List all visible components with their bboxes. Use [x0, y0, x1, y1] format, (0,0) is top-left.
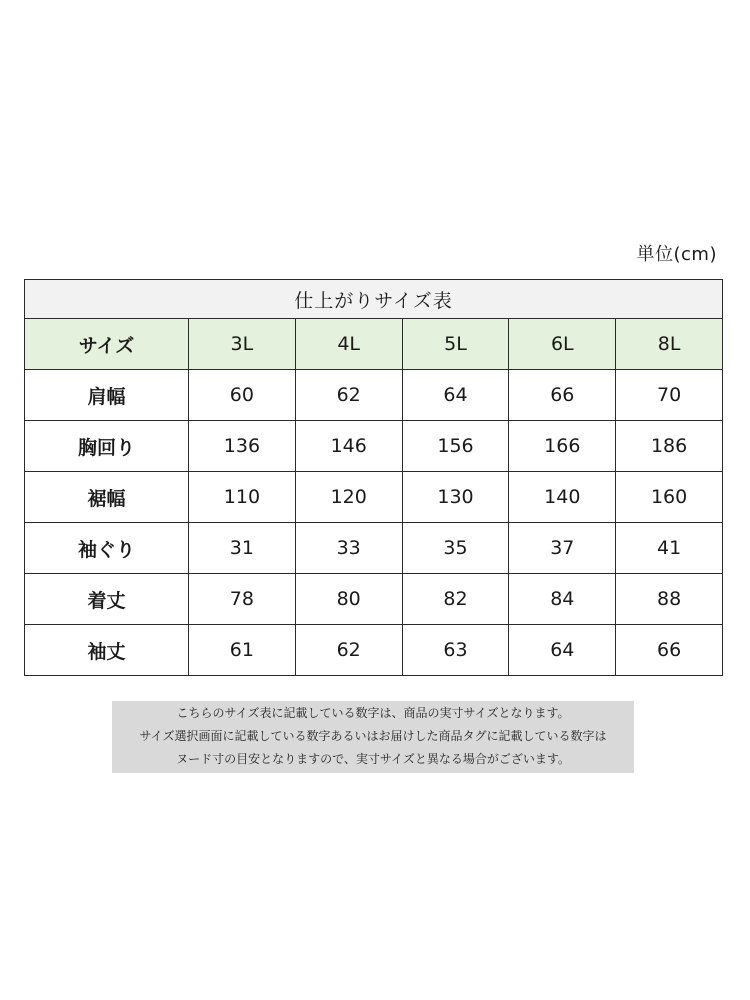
table-cell: 62 [295, 625, 402, 676]
table-row [25, 421, 723, 472]
header-size-3l: 3L [189, 319, 296, 370]
table-cell: 156 [402, 421, 509, 472]
header-size-4l: 4L [295, 319, 402, 370]
table-cell: 110 [189, 472, 296, 523]
note-line: こちらのサイズ表に記載している数字は、商品の実寸サイズとなります。 [176, 706, 570, 720]
table-cell: 64 [402, 370, 509, 421]
table-row [25, 625, 723, 676]
table-cell: 60 [189, 370, 296, 421]
table-row [25, 574, 723, 625]
size-note-box [112, 701, 634, 773]
row-label-shoulder: 肩幅 [25, 370, 189, 421]
row-label-hem: 裾幅 [25, 472, 189, 523]
table-cell: 78 [189, 574, 296, 625]
note-line: ヌード寸の目安となりますので、実寸サイズと異なる場合がございます。 [176, 752, 570, 766]
table-cell: 66 [616, 625, 723, 676]
header-size-6l: 6L [509, 319, 616, 370]
table-cell: 64 [509, 625, 616, 676]
header-size-label: サイズ [25, 319, 189, 370]
table-cell: 63 [402, 625, 509, 676]
table-title-row [25, 280, 723, 319]
table-cell: 31 [189, 523, 296, 574]
table-cell: 166 [509, 421, 616, 472]
table-cell: 70 [616, 370, 723, 421]
table-cell: 41 [616, 523, 723, 574]
row-label-length: 着丈 [25, 574, 189, 625]
table-cell: 66 [509, 370, 616, 421]
unit-label: 単位(cm) [636, 244, 717, 265]
table-cell: 88 [616, 574, 723, 625]
table-title: 仕上がりサイズ表 [25, 280, 723, 319]
row-label-armhole: 袖ぐり [25, 523, 189, 574]
table-cell: 140 [509, 472, 616, 523]
table-cell: 84 [509, 574, 616, 625]
table-cell: 130 [402, 472, 509, 523]
table-cell: 120 [295, 472, 402, 523]
note-line: サイズ選択画面に記載している数字あるいはお届けした商品タグに記載している数字は [139, 729, 607, 743]
table-cell: 136 [189, 421, 296, 472]
table-cell: 82 [402, 574, 509, 625]
table-header-row [25, 319, 723, 370]
table-row [25, 370, 723, 421]
table-row [25, 523, 723, 574]
table-cell: 80 [295, 574, 402, 625]
table-cell: 186 [616, 421, 723, 472]
table-cell: 160 [616, 472, 723, 523]
row-label-chest: 胸回り [25, 421, 189, 472]
table-cell: 33 [295, 523, 402, 574]
table-cell: 37 [509, 523, 616, 574]
table-row [25, 472, 723, 523]
size-chart-table [24, 279, 723, 676]
table-cell: 62 [295, 370, 402, 421]
table-cell: 35 [402, 523, 509, 574]
table-cell: 61 [189, 625, 296, 676]
table-cell: 146 [295, 421, 402, 472]
header-size-5l: 5L [402, 319, 509, 370]
header-size-8l: 8L [616, 319, 723, 370]
row-label-sleeve: 袖丈 [25, 625, 189, 676]
